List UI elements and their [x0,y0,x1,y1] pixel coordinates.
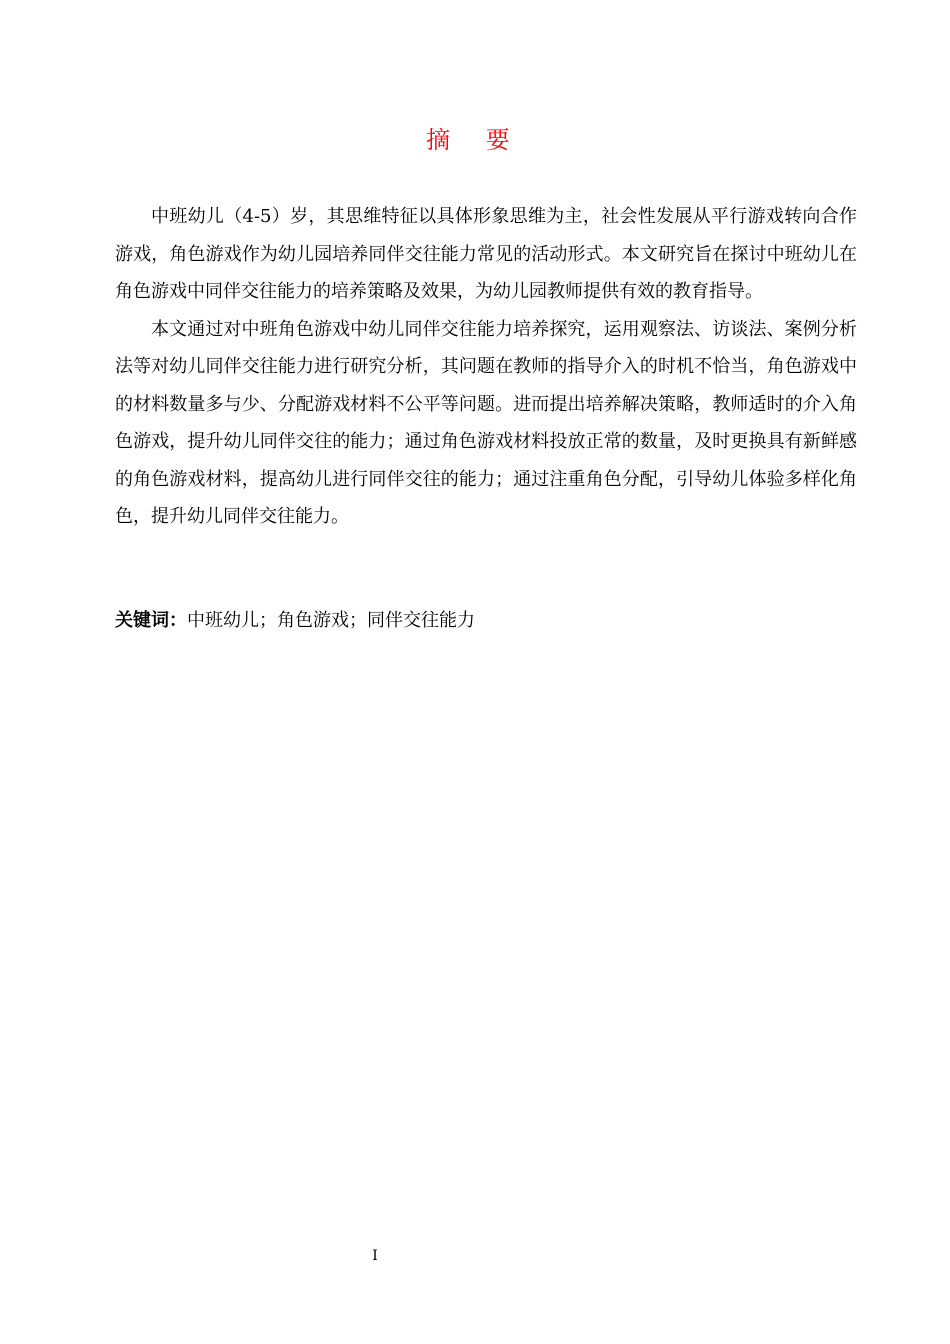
abstract-body [115,198,857,536]
keywords-line [115,606,857,636]
keywords-label: 关键词： [115,610,187,631]
keywords-value: 中班幼儿；角色游戏；同伴交往能力 [187,610,475,631]
page-number: I [372,1248,378,1264]
abstract-paragraph-1: 中班幼儿（4-5）岁，其思维特征以具体形象思维为主，社会性发展从平行游戏转向合作游戏，角色游戏作为幼儿园培养同伴交往能力常见的活动形式。本文研究旨在探讨中班幼儿在角色游戏中同伴交往能力的培养策略及效果，为幼儿园教师提供有效的教育指导。 [115,206,857,302]
abstract-title: 摘 要 [426,126,524,154]
abstract-paragraph-2: 本文通过对中班角色游戏中幼儿同伴交往能力培养探究，运用观察法、访谈法、案例分析法等对幼儿同伴交往能力进行研究分析，其问题在教师的指导介入的时机不恰当，角色游戏中的材料数量多与少、分配游戏材料不公平等问题。进而提出培养解决策略，教师适时的介入角色游戏，提升幼儿同伴交往的能力；通过角色游戏材料投放正常的数量，及时更换具有新鲜感的角色游戏材料，提高幼儿进行同伴交往的能力；通过注重角色分配，引导幼儿体验多样化角色，提升幼儿同伴交往能力。 [115,318,857,527]
